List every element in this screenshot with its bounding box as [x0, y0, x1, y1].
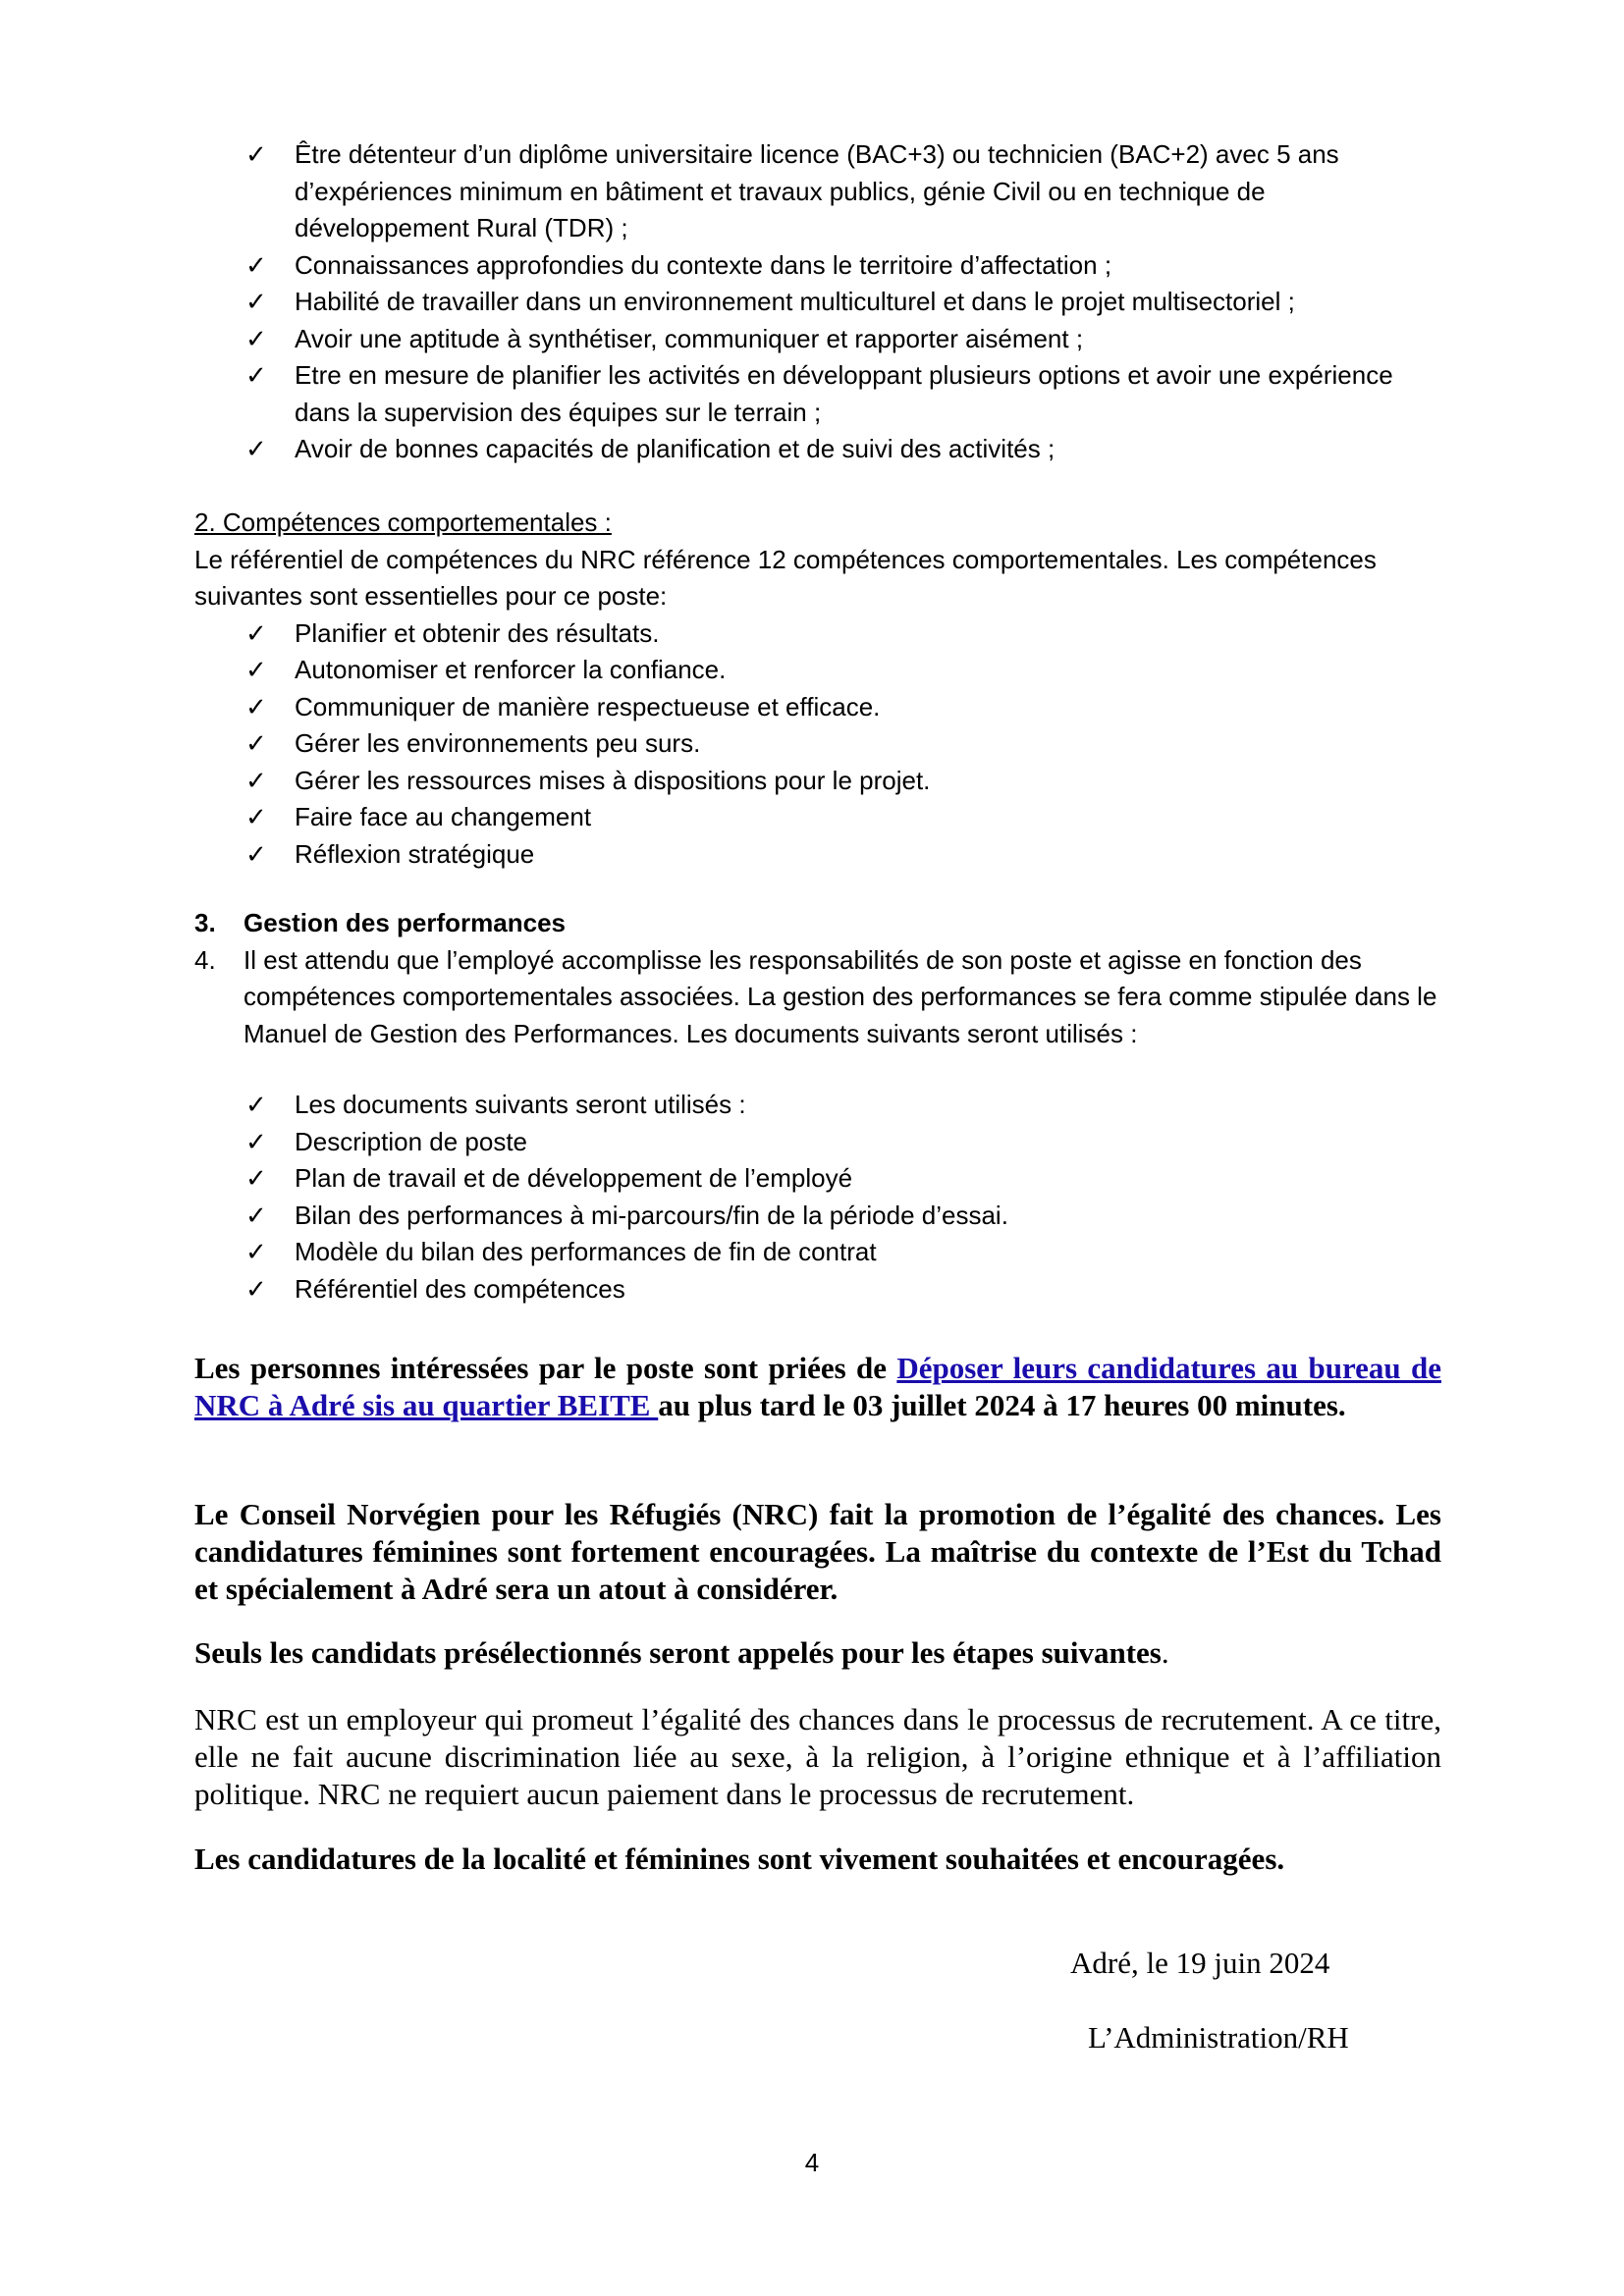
list-item [196, 247, 1434, 285]
checkmark-icon: ✓ [245, 249, 267, 280]
signature: L’Administration/RH [1088, 2020, 1349, 2055]
section-intro: Le référentiel de compétences du NRC référence 12 compétences comportementales. Les compétences suivantes sont essentielles pour ce poste: [194, 544, 1377, 611]
section-heading [194, 905, 1451, 942]
list-item-text: Faire face au changement [295, 802, 592, 831]
list-item-text: Etre en mesure de planifier les activités en développant plusieurs options et avoir une expérience dans la supervision des équipes sur le terrain ; [295, 360, 1393, 427]
checkmark-icon: ✓ [245, 655, 267, 684]
list-item [196, 321, 1434, 358]
list-item [196, 615, 1451, 653]
competences-list [196, 615, 1451, 874]
list-item [196, 689, 1451, 726]
list-item [196, 799, 1451, 836]
list-item-text: Bilan des performances à mi-parcours/fin de la période d’essai. [295, 1200, 1008, 1230]
checkmark-icon: ✓ [245, 1163, 267, 1193]
paragraph-text: Il est attendu que l’employé accomplisse les responsabilités de son poste et agisse en fonction des compétences comportementales associées. La gestion des performances se fera comme stipulée dans le Manuel de Gestion des Performances. Les documents suivants seront utilisés : [244, 944, 1437, 1048]
list-item-text: Gérer les ressources mises à dispositions pour le projet. [295, 765, 931, 795]
equal-opportunity-paragraph: Le Conseil Norvégien pour les Réfugiés (NRC) fait la promotion de l’égalité des chances. Les candidatures féminines sont fortement encouragées. La maîtrise du contexte de l’Est du Tchad et spécialement à Adré sera un atout à considérer. [194, 1497, 1441, 1606]
list-item [196, 1124, 1451, 1161]
checkmark-icon: ✓ [245, 1237, 267, 1266]
requirements-list [196, 136, 1434, 468]
list-item [196, 1087, 1451, 1124]
list-item [196, 725, 1451, 763]
list-item [196, 357, 1434, 431]
list-item-text: Description de poste [295, 1126, 528, 1156]
checkmark-icon: ✓ [245, 360, 267, 390]
list-item-text: Communiquer de manière respectueuse et efficace. [295, 691, 881, 721]
checkmark-icon: ✓ [245, 434, 267, 463]
performances-section [194, 905, 1451, 1308]
list-item-text: Avoir une aptitude à synthétiser, communiquer et rapporter aisément ; [295, 323, 1084, 353]
section-heading-text: Gestion des performances [244, 908, 566, 937]
list-item-text: Autonomiser et renforcer la confiance. [295, 655, 727, 684]
list-item [196, 1271, 1451, 1308]
list-item-text: Gérer les environnements peu surs. [295, 728, 701, 758]
list-item-text: Référentiel des compétences [295, 1273, 625, 1304]
shortlist-paragraph [194, 1634, 1441, 1672]
section-heading: 2. Compétences comportementales : [194, 507, 612, 537]
nrc-statement-paragraph: NRC est un employeur qui promeut l’égalité des chances dans le processus de recrutement. A ce titre, elle ne fait aucune discrimination liée au sexe, à la religion, à l’origine ethnique et à l’affiliation politique. NRC ne requiert aucun paiement dans le processus de recrutement. [194, 1702, 1441, 1811]
list-item [196, 1160, 1451, 1198]
page-number: 4 [804, 2148, 820, 2177]
list-item [196, 1234, 1451, 1271]
checkmark-icon: ✓ [245, 139, 267, 169]
paragraph-number: 4. [194, 944, 216, 975]
list-item-text: Connaissances approfondies du contexte dans le territoire d’affectation ; [295, 249, 1112, 280]
checkmark-icon: ✓ [245, 1200, 267, 1230]
list-item-text: Planifier et obtenir des résultats. [295, 617, 660, 648]
checkmark-icon: ✓ [245, 323, 267, 353]
application-paragraph [194, 1350, 1441, 1424]
section-number: 3. [194, 908, 216, 937]
list-item [196, 136, 1434, 247]
numbered-paragraph [194, 942, 1451, 1053]
application-text-before: Les personnes intéressées par le poste sont priées de [194, 1351, 897, 1385]
list-item-text: Habilité de travailler dans un environnement multiculturel et dans le projet multisectoriel ; [295, 287, 1295, 316]
local-candidates-paragraph: Les candidatures de la localité et féminines sont vivement souhaitées et encouragées. [194, 1842, 1285, 1876]
checkmark-icon: ✓ [245, 802, 267, 831]
list-item-text: Être détenteur d’un diplôme universitaire licence (BAC+3) ou technicien (BAC+2) avec 5 ans d’expériences minimum en bâtiment et travaux publics, génie Civil ou en technique de développement Rural (TDR) ; [295, 139, 1339, 242]
list-item [196, 836, 1451, 874]
list-item-text: Avoir de bonnes capacités de planification et de suivi des activités ; [295, 434, 1056, 463]
checkmark-icon: ✓ [245, 765, 267, 795]
date-line: Adré, le 19 juin 2024 [1070, 1946, 1330, 1980]
checkmark-icon: ✓ [245, 728, 267, 758]
documents-list [196, 1087, 1451, 1308]
application-link[interactable]: Déposer leurs candidatures au bureau de NRC à Adré sis au quartier BEITE [194, 1351, 1441, 1422]
list-item [196, 1198, 1451, 1235]
checkmark-icon: ✓ [245, 691, 267, 721]
checkmark-icon: ✓ [245, 617, 267, 648]
list-item-text: Les documents suivants seront utilisés : [295, 1090, 746, 1119]
list-item [196, 431, 1434, 468]
list-item [196, 652, 1451, 689]
application-deadline: au plus tard le 03 juillet 2024 à 17 heures 00 minutes. [658, 1388, 1346, 1422]
checkmark-icon: ✓ [245, 1126, 267, 1156]
checkmark-icon: ✓ [245, 838, 267, 869]
list-item [196, 284, 1434, 321]
checkmark-icon: ✓ [245, 287, 267, 316]
shortlist-text: Seuls les candidats présélectionnés seront appelés pour les étapes suivantes [194, 1635, 1162, 1670]
list-item [196, 763, 1451, 800]
checkmark-icon: ✓ [245, 1273, 267, 1304]
competences-section [194, 505, 1451, 873]
list-item-text: Plan de travail et de développement de l’employé [295, 1163, 853, 1193]
list-item-text: Réflexion stratégique [295, 838, 535, 869]
shortlist-period: . [1161, 1635, 1169, 1670]
checkmark-icon: ✓ [245, 1090, 267, 1119]
list-item-text: Modèle du bilan des performances de fin de contrat [295, 1237, 877, 1266]
